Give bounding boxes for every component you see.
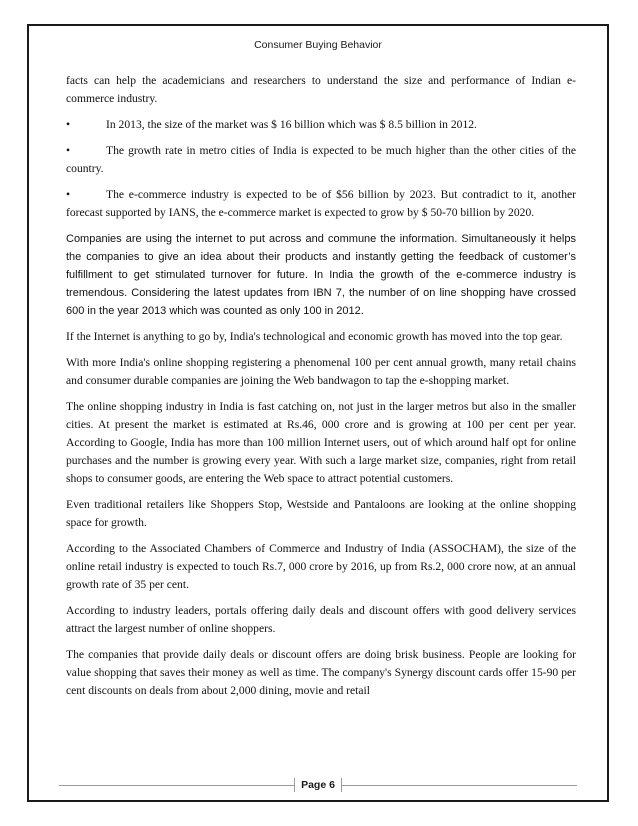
running-header: Consumer Buying Behavior [254, 39, 382, 51]
paragraph: With more India's online shopping registering a phenomenal 100 per cent annual growth, many retail chains and consumer durable companies are joining the Web bandwagon to tap the e-shopping market. [66, 356, 576, 387]
bullet-icon: • [66, 118, 71, 131]
paragraph: facts can help the academicians and researchers to understand the size and performance of Indian e-commerce industry. [66, 74, 576, 105]
page-frame [27, 24, 609, 802]
bullet-text: The e-commerce industry is expected to be of $56 billion by 2023. But contradict to it, another forecast supported by IANS, the e-commerce market is expected to grow by $ 50-70 billion by 2020. [66, 188, 576, 219]
paragraph: The online shopping industry in India is fast catching on, not just in the larger metros but also in the smaller cities. At present the market is estimated at Rs.46, 000 crore and is growing at 100 per cent per year. According to Google, India has more than 100 million Internet users, out of which around half opt for online purchases and the number is growing every year. With such a large market size, companies, right from retail shops to consumer goods, are entering the Web space to attract potential customers. [66, 400, 576, 485]
footer-rule-right [342, 785, 577, 786]
paragraph: Even traditional retailers like Shoppers Stop, Westside and Pantaloons are looking at the online shopping space for growth. [66, 498, 576, 529]
document-body [66, 72, 576, 708]
bullet-item [66, 116, 576, 134]
paragraph: According to the Associated Chambers of Commerce and Industry of India (ASSOCHAM), the size of the online retail industry is expected to touch Rs.7, 000 crore by 2016, up from Rs.2, 000 crore now, at an annual growth rate of 35 per cent. [66, 542, 576, 591]
page-number: Page 6 [294, 778, 342, 792]
paragraph: According to industry leaders, portals offering daily deals and discount offers with good delivery services attract the largest number of online shoppers. [66, 604, 576, 635]
bullet-item [66, 142, 576, 178]
bullet-icon: • [66, 144, 71, 157]
page-footer [59, 778, 577, 792]
bullet-item [66, 186, 576, 222]
bullet-text: In 2013, the size of the market was $ 16 billion which was $ 8.5 billion in 2012. [106, 118, 477, 131]
paragraph: The companies that provide daily deals or discount offers are doing brisk business. People are looking for value shopping that saves their money as well as time. The company's Synergy discount cards offer 15-90 per cent discounts on deals from about 2,000 dining, movie and retail [66, 648, 576, 697]
bullet-text: The growth rate in metro cities of India is expected to be much higher than the other cities of the country. [66, 144, 576, 175]
bullet-icon: • [66, 188, 71, 201]
paragraph: If the Internet is anything to go by, India's technological and economic growth has moved into the top gear. [66, 330, 563, 343]
footer-rule-left [59, 785, 294, 786]
paragraph: Companies are using the internet to put across and commune the information. Simultaneously it helps the companies to give an idea about their products and instantly getting the feedback of customer’s fulfillment to get stimulated turnover for future. In India the growth of the e-commerce industry is tremendous. Considering the latest updates from IBN 7, the number of on line shopping have crossed 600 in the year 2013 which was counted as only 100 in 2012. [66, 233, 576, 317]
